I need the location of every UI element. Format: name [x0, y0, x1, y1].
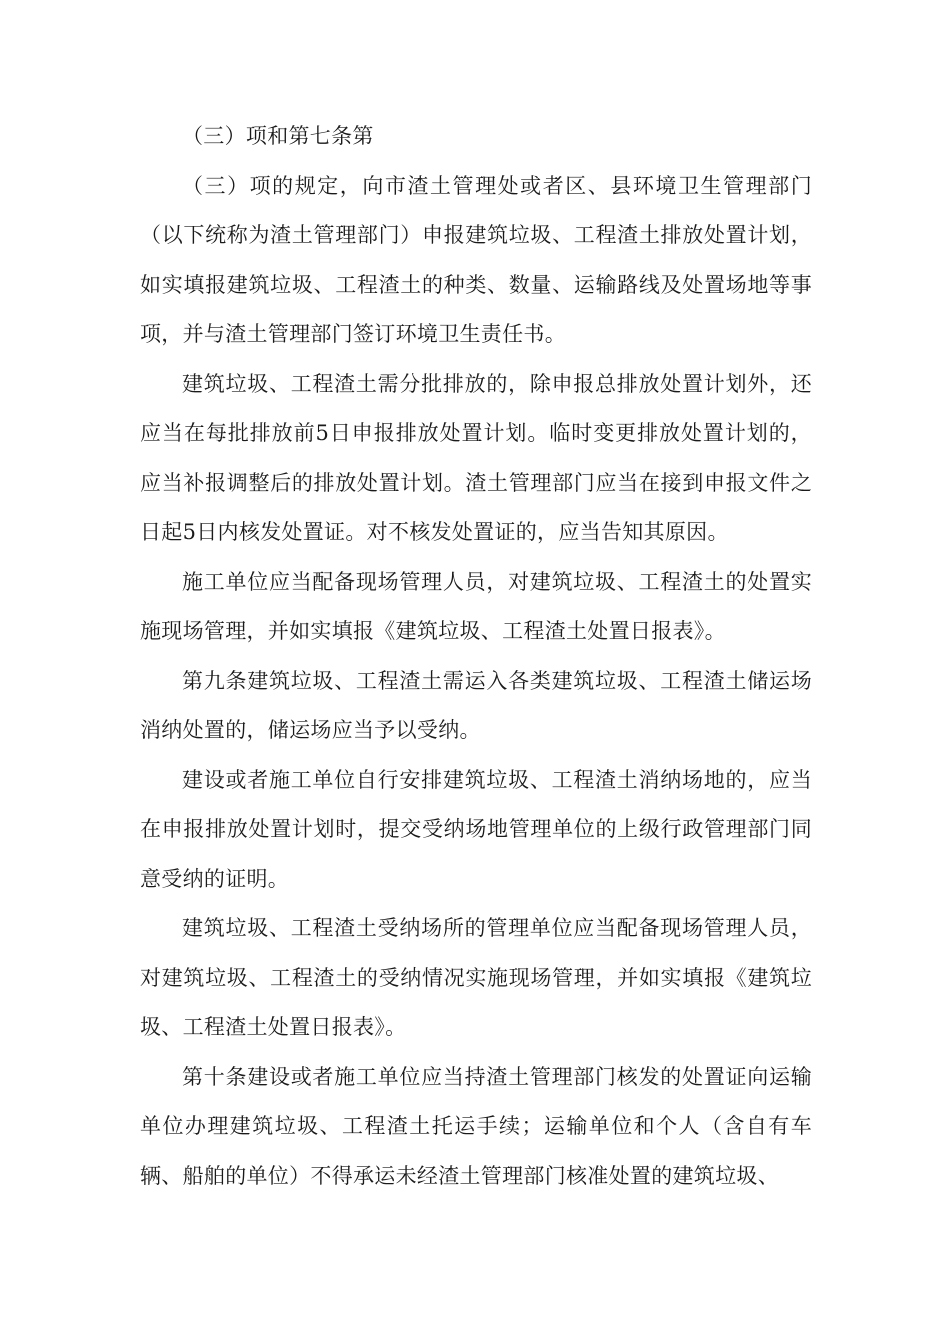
paragraph-4: 施工单位应当配备现场管理人员，对建筑垃圾、工程渣土的处置实施现场管理，并如实填报《建筑垃圾、工程渣土处置日报表》。 — [140, 569, 812, 643]
document-page — [140, 112, 812, 1201]
paragraph-8: 第十条建设或者施工单位应当持渣土管理部门核发的处置证向运输单位办理建筑垃圾、工程渣土托运手续；运输单位和个人（含自有车辆、船舶的单位）不得承运未经渣土管理部门核准处置的建筑垃圾、 — [140, 1064, 812, 1188]
paragraph-5: 第九条建筑垃圾、工程渣土需运入各类建筑垃圾、工程渣土储运场消纳处置的，储运场应当予以受纳。 — [140, 668, 812, 742]
paragraph-6: 建设或者施工单位自行安排建筑垃圾、工程渣土消纳场地的，应当在申报排放处置计划时，提交受纳场地管理单位的上级行政管理部门同意受纳的证明。 — [140, 767, 812, 891]
paragraph-7: 建筑垃圾、工程渣土受纳场所的管理单位应当配备现场管理人员，对建筑垃圾、工程渣土的受纳情况实施现场管理，并如实填报《建筑垃圾、工程渣土处置日报表》。 — [140, 916, 812, 1039]
paragraph-1: （三）项和第七条第 — [182, 124, 374, 148]
paragraph-3: 建筑垃圾、工程渣土需分批排放的，除申报总排放处置计划外，还应当在每批排放前5日申报排放处置计划。临时变更排放处置计划的，应当补报调整后的排放处置计划。渣土管理部门应当在接到申报文件之日起5日内核发处置证。对不核发处置证的，应当告知其原因。 — [140, 371, 812, 544]
paragraph-2: （三）项的规定，向市渣土管理处或者区、县环境卫生管理部门（以下统称为渣土管理部门）申报建筑垃圾、工程渣土排放处置计划，如实填报建筑垃圾、工程渣土的种类、数量、运输路线及处置场地等事项，并与渣土管理部门签订环境卫生责任书。 — [140, 173, 812, 346]
